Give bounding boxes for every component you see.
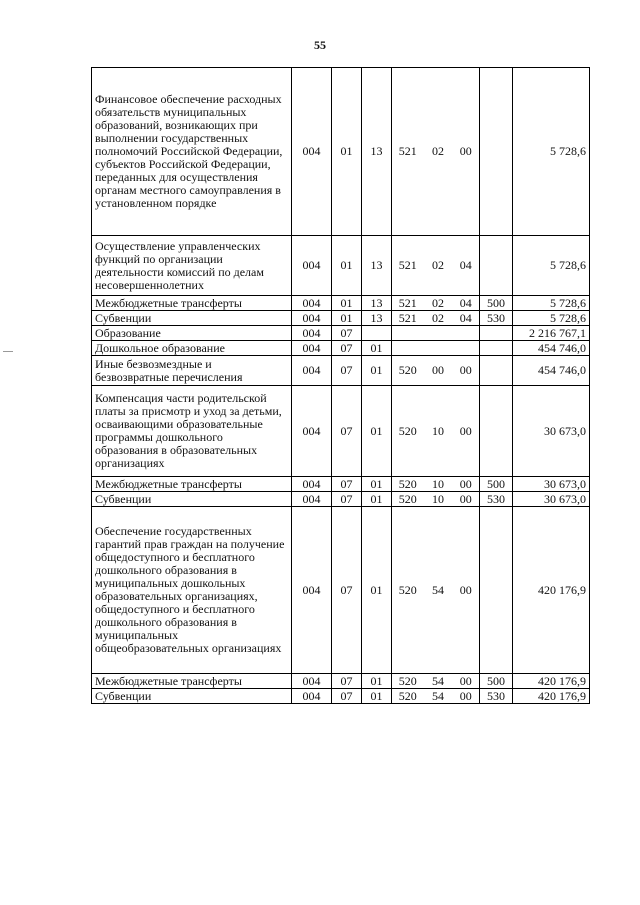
- row-ved: 004: [292, 356, 332, 386]
- row-csr-subprogram: [424, 341, 453, 356]
- row-csr-program: 520: [392, 386, 424, 477]
- table-row: [92, 507, 590, 674]
- row-pr: 13: [362, 311, 392, 326]
- row-rz: 07: [332, 674, 362, 689]
- table-row: [92, 68, 590, 236]
- row-csr-direction: 00: [453, 477, 480, 492]
- row-vr: 500: [480, 477, 513, 492]
- row-sum: 454 746,0: [513, 341, 590, 356]
- row-pr: [362, 326, 392, 341]
- row-sum: 5 728,6: [513, 296, 590, 311]
- row-name: Финансовое обеспечение расходных обязательств муниципальных образований, возникающих при выполнении государственных полномочий Российской Федерации, субъектов Российской Федерации, переданных для осуществления органам местного самоуправления в установленном порядке: [92, 68, 292, 236]
- row-sum: 5 728,6: [513, 68, 590, 236]
- row-vr: 530: [480, 689, 513, 704]
- row-name: Осуществление управленческих функций по организации деятельности комиссий по делам несовершеннолетних: [92, 236, 292, 296]
- row-vr: [480, 236, 513, 296]
- row-name: Межбюджетные трансферты: [92, 296, 292, 311]
- row-name: Субвенции: [92, 492, 292, 507]
- row-csr-direction: 00: [453, 356, 480, 386]
- margin-mark: [3, 351, 13, 352]
- row-csr-subprogram: 54: [424, 507, 453, 674]
- row-csr-program: 521: [392, 296, 424, 311]
- row-csr-program: 520: [392, 674, 424, 689]
- table-row: [92, 492, 590, 507]
- row-vr: [480, 356, 513, 386]
- row-ved: 004: [292, 492, 332, 507]
- row-name: Субвенции: [92, 689, 292, 704]
- row-csr-direction: 00: [453, 386, 480, 477]
- row-sum: 2 216 767,1: [513, 326, 590, 341]
- table-row: [92, 296, 590, 311]
- row-name: Образование: [92, 326, 292, 341]
- row-sum: 420 176,9: [513, 689, 590, 704]
- row-csr-program: [392, 326, 424, 341]
- row-csr-program: [392, 341, 424, 356]
- row-pr: 13: [362, 296, 392, 311]
- row-csr-subprogram: 00: [424, 356, 453, 386]
- row-name: Компенсация части родительской платы за присмотр и уход за детьми, осваивающими образовательные программы дошкольного образования в образовательных организациях: [92, 386, 292, 477]
- row-name: Обеспечение государственных гарантий прав граждан на получение общедоступного и бесплатного дошкольного образования в муниципальных дошкольных образовательных организациях, общедоступного и бесплатного дошкольного образования в муниципальных общеобразовательных организациях: [92, 507, 292, 674]
- table-row: [92, 674, 590, 689]
- row-pr: 01: [362, 386, 392, 477]
- row-vr: [480, 386, 513, 477]
- row-csr-direction: 04: [453, 311, 480, 326]
- row-csr-program: 520: [392, 492, 424, 507]
- row-csr-direction: 04: [453, 296, 480, 311]
- row-ved: 004: [292, 386, 332, 477]
- row-csr-direction: [453, 326, 480, 341]
- row-ved: 004: [292, 236, 332, 296]
- row-ved: 004: [292, 326, 332, 341]
- row-pr: 01: [362, 507, 392, 674]
- row-csr-direction: 00: [453, 689, 480, 704]
- row-sum: 30 673,0: [513, 386, 590, 477]
- row-csr-program: 520: [392, 507, 424, 674]
- row-csr-subprogram: 02: [424, 236, 453, 296]
- row-ved: 004: [292, 341, 332, 356]
- table-row: [92, 311, 590, 326]
- row-ved: 004: [292, 311, 332, 326]
- budget-table: [91, 67, 590, 704]
- row-rz: 07: [332, 356, 362, 386]
- row-ved: 004: [292, 477, 332, 492]
- row-vr: 500: [480, 296, 513, 311]
- row-rz: 01: [332, 296, 362, 311]
- row-name: Иные безвозмездные и безвозвратные перечисления: [92, 356, 292, 386]
- row-ved: 004: [292, 674, 332, 689]
- row-pr: 01: [362, 689, 392, 704]
- row-csr-direction: 00: [453, 507, 480, 674]
- row-ved: 004: [292, 507, 332, 674]
- row-name: Межбюджетные трансферты: [92, 477, 292, 492]
- row-sum: 30 673,0: [513, 477, 590, 492]
- row-rz: 07: [332, 507, 362, 674]
- row-csr-subprogram: 10: [424, 492, 453, 507]
- row-vr: [480, 341, 513, 356]
- row-rz: 01: [332, 68, 362, 236]
- row-ved: 004: [292, 68, 332, 236]
- table-row: [92, 341, 590, 356]
- row-csr-program: 520: [392, 689, 424, 704]
- row-pr: 13: [362, 236, 392, 296]
- table-row: [92, 236, 590, 296]
- table-row: [92, 689, 590, 704]
- row-vr: [480, 507, 513, 674]
- row-name: Дошкольное образование: [92, 341, 292, 356]
- row-vr: [480, 326, 513, 341]
- row-csr-subprogram: 02: [424, 296, 453, 311]
- row-pr: 01: [362, 674, 392, 689]
- row-rz: 07: [332, 689, 362, 704]
- row-vr: 530: [480, 311, 513, 326]
- row-vr: [480, 68, 513, 236]
- row-csr-direction: 00: [453, 68, 480, 236]
- row-csr-direction: [453, 341, 480, 356]
- row-csr-direction: 04: [453, 236, 480, 296]
- row-csr-subprogram: 10: [424, 477, 453, 492]
- row-name: Межбюджетные трансферты: [92, 674, 292, 689]
- row-rz: 07: [332, 341, 362, 356]
- row-pr: 01: [362, 356, 392, 386]
- row-sum: 30 673,0: [513, 492, 590, 507]
- row-sum: 5 728,6: [513, 236, 590, 296]
- row-rz: 07: [332, 477, 362, 492]
- row-rz: 07: [332, 492, 362, 507]
- page-number: 55: [314, 38, 326, 52]
- row-csr-direction: 00: [453, 674, 480, 689]
- row-csr-direction: 00: [453, 492, 480, 507]
- row-pr: 01: [362, 341, 392, 356]
- row-rz: 07: [332, 386, 362, 477]
- row-rz: 01: [332, 236, 362, 296]
- row-csr-subprogram: 02: [424, 68, 453, 236]
- row-pr: 01: [362, 477, 392, 492]
- table-row: [92, 386, 590, 477]
- row-rz: 07: [332, 326, 362, 341]
- row-csr-subprogram: 54: [424, 674, 453, 689]
- row-csr-subprogram: 54: [424, 689, 453, 704]
- row-csr-subprogram: 10: [424, 386, 453, 477]
- row-pr: 01: [362, 492, 392, 507]
- row-ved: 004: [292, 296, 332, 311]
- row-csr-program: 520: [392, 356, 424, 386]
- row-pr: 13: [362, 68, 392, 236]
- row-csr-program: 521: [392, 311, 424, 326]
- row-csr-program: 521: [392, 236, 424, 296]
- row-ved: 004: [292, 689, 332, 704]
- row-csr-subprogram: 02: [424, 311, 453, 326]
- row-sum: 420 176,9: [513, 674, 590, 689]
- row-sum: 454 746,0: [513, 356, 590, 386]
- row-sum: 420 176,9: [513, 507, 590, 674]
- row-name: Субвенции: [92, 311, 292, 326]
- row-csr-program: 521: [392, 68, 424, 236]
- row-csr-program: 520: [392, 477, 424, 492]
- row-rz: 01: [332, 311, 362, 326]
- row-sum: 5 728,6: [513, 311, 590, 326]
- row-csr-subprogram: [424, 326, 453, 341]
- table-row: [92, 356, 590, 386]
- row-vr: 500: [480, 674, 513, 689]
- table-row: [92, 326, 590, 341]
- table-row: [92, 477, 590, 492]
- row-vr: 530: [480, 492, 513, 507]
